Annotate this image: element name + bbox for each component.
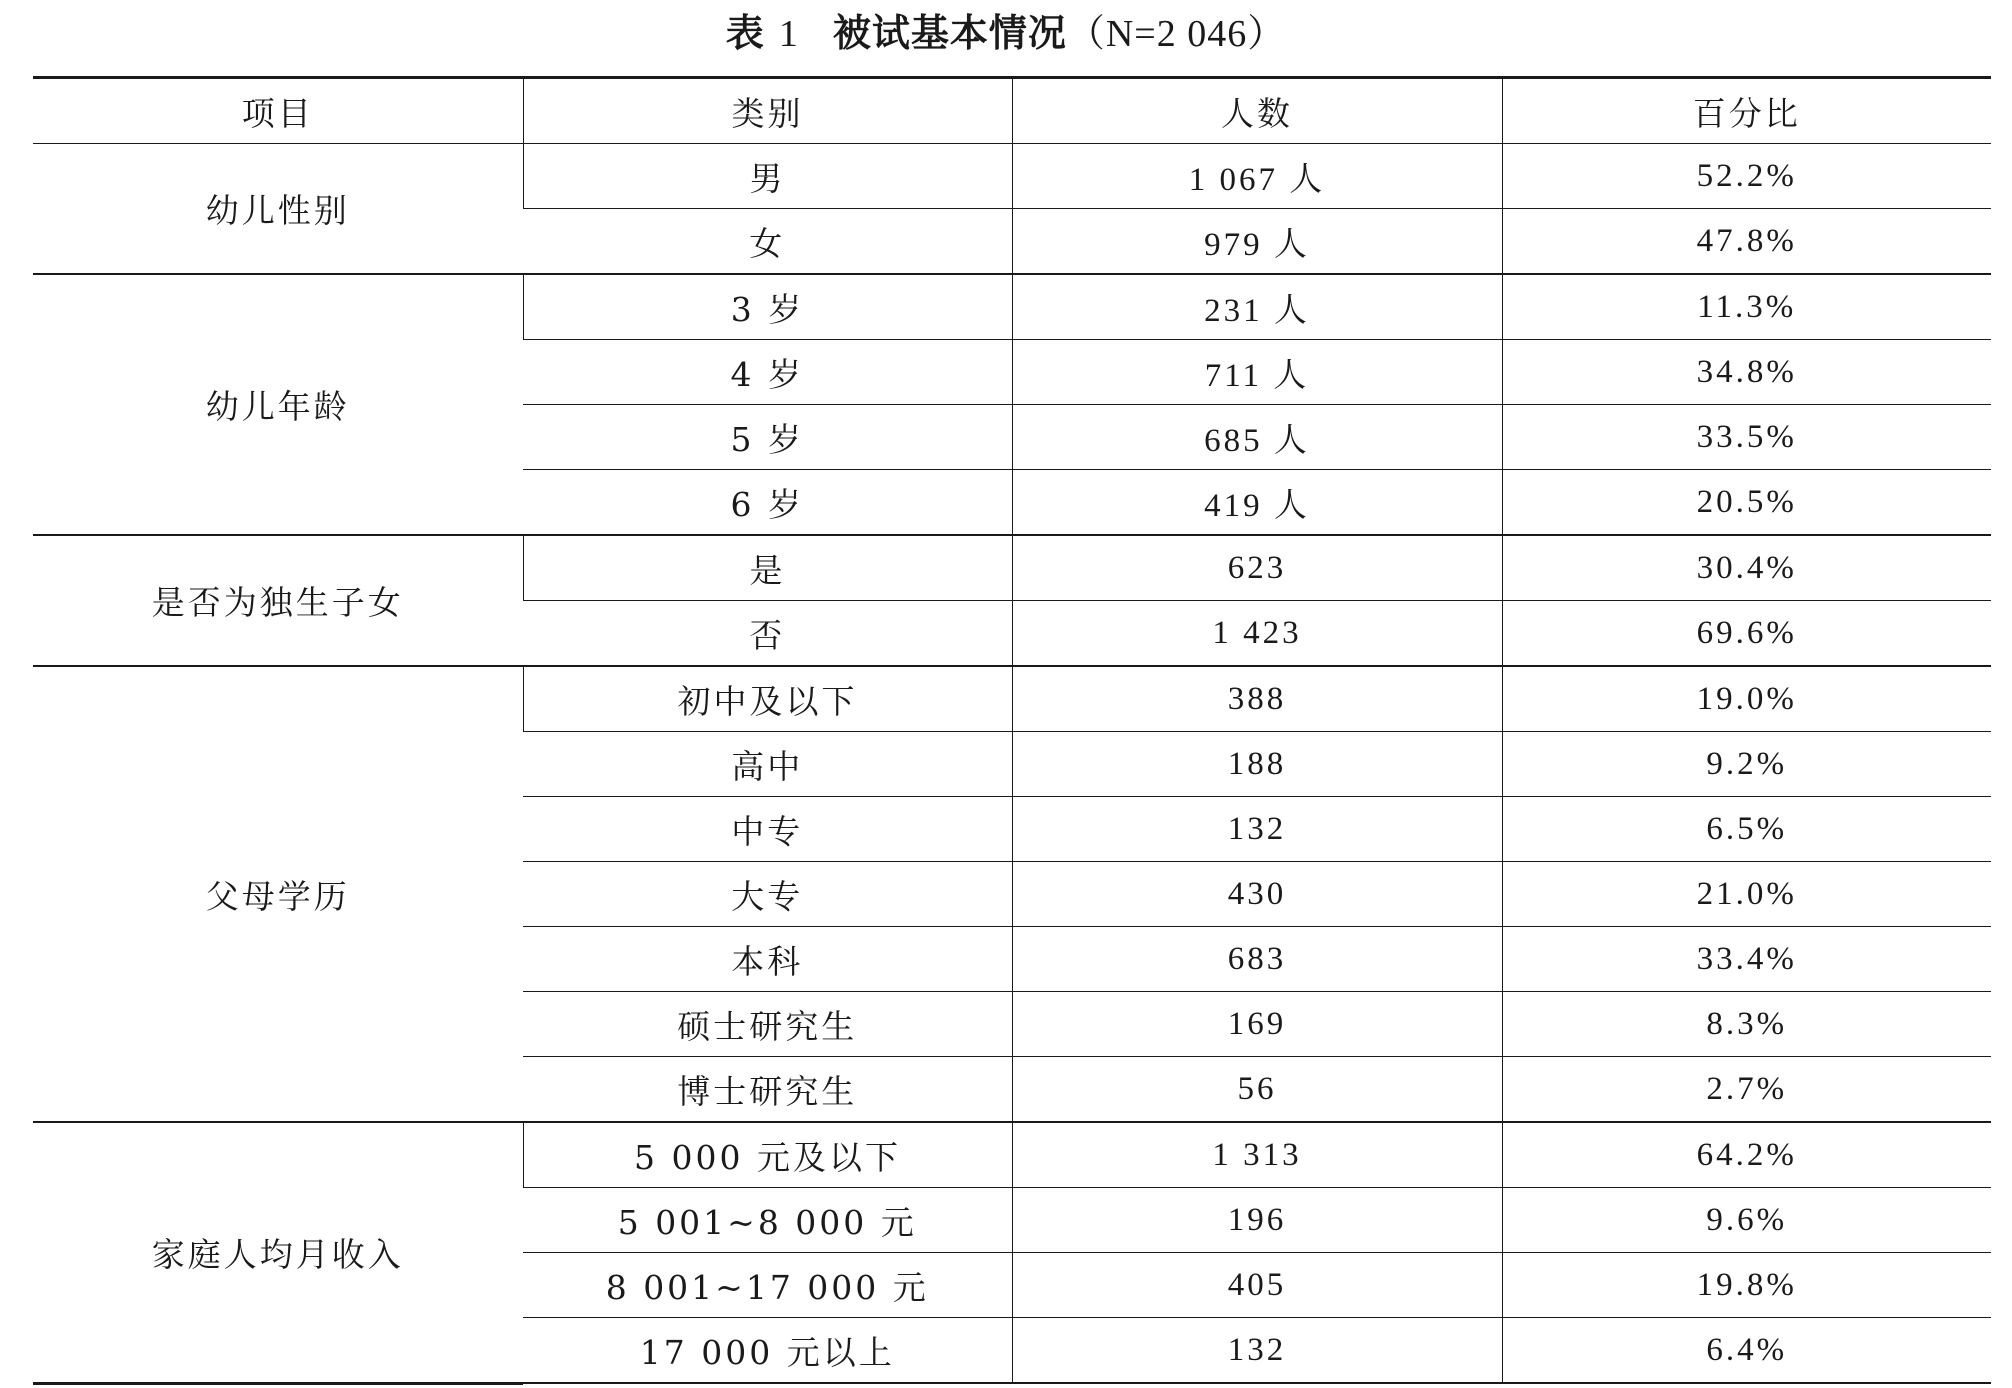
table-row — [33, 1122, 1991, 1188]
header-percent: 百分比 — [1502, 78, 1991, 144]
category-cell: 是 — [523, 535, 1012, 601]
caption-number: 1 — [778, 13, 799, 55]
percent-cell: 47.8% — [1502, 209, 1991, 275]
item-cell: 家庭人均月收入 — [33, 1122, 523, 1383]
count-cell: 419 人 — [1012, 470, 1502, 536]
count-cell: 979 人 — [1012, 209, 1502, 275]
category-cell: 5 岁 — [523, 405, 1012, 470]
count-cell: 405 — [1012, 1253, 1502, 1318]
percent-cell: 19.8% — [1502, 1253, 1991, 1318]
count-cell: 188 — [1012, 732, 1502, 797]
count-cell: 1 067 人 — [1012, 144, 1502, 209]
table-row — [33, 274, 1991, 340]
header-row — [33, 78, 1991, 144]
count-cell: 683 — [1012, 927, 1502, 992]
table-row — [33, 144, 1991, 209]
count-cell: 1 423 — [1012, 601, 1502, 667]
percent-cell: 33.5% — [1502, 405, 1991, 470]
header-count: 人数 — [1012, 78, 1502, 144]
percent-cell: 6.4% — [1502, 1318, 1991, 1384]
count-cell: 1 313 — [1012, 1122, 1502, 1188]
count-cell: 388 — [1012, 666, 1502, 732]
count-cell: 623 — [1012, 535, 1502, 601]
category-cell: 17 000 元以上 — [523, 1318, 1012, 1384]
category-cell: 初中及以下 — [523, 666, 1012, 732]
percent-cell: 9.6% — [1502, 1188, 1991, 1253]
category-cell: 6 岁 — [523, 470, 1012, 536]
table-row — [33, 666, 1991, 732]
category-cell: 女 — [523, 209, 1012, 275]
percent-cell: 2.7% — [1502, 1057, 1991, 1123]
category-cell: 男 — [523, 144, 1012, 209]
count-cell: 196 — [1012, 1188, 1502, 1253]
header-category: 类别 — [523, 78, 1012, 144]
category-cell: 大专 — [523, 862, 1012, 927]
percent-cell: 34.8% — [1502, 340, 1991, 405]
percent-cell: 21.0% — [1502, 862, 1991, 927]
count-cell: 430 — [1012, 862, 1502, 927]
count-cell: 132 — [1012, 1318, 1502, 1384]
percent-cell: 11.3% — [1502, 274, 1991, 340]
item-cell: 父母学历 — [33, 666, 523, 1122]
category-cell: 硕士研究生 — [523, 992, 1012, 1057]
item-cell: 是否为独生子女 — [33, 535, 523, 666]
percent-cell: 8.3% — [1502, 992, 1991, 1057]
category-cell: 高中 — [523, 732, 1012, 797]
item-cell: 幼儿年龄 — [33, 274, 523, 535]
category-cell: 8 001~17 000 元 — [523, 1253, 1012, 1318]
percent-cell: 30.4% — [1502, 535, 1991, 601]
caption-title: 被试基本情况 — [832, 11, 1067, 55]
category-cell: 博士研究生 — [523, 1057, 1012, 1123]
category-cell: 3 岁 — [523, 274, 1012, 340]
count-cell: 685 人 — [1012, 405, 1502, 470]
count-cell: 169 — [1012, 992, 1502, 1057]
percent-cell: 69.6% — [1502, 601, 1991, 667]
caption-label: 表 — [725, 11, 765, 55]
percent-cell: 6.5% — [1502, 797, 1991, 862]
category-cell: 5 000 元及以下 — [523, 1122, 1012, 1188]
category-cell: 4 岁 — [523, 340, 1012, 405]
caption-sample-size: （N=2 046） — [1066, 13, 1287, 55]
percent-cell: 33.4% — [1502, 927, 1991, 992]
item-cell: 幼儿性别 — [33, 144, 523, 275]
demographics-table — [33, 76, 1991, 1385]
category-cell: 否 — [523, 601, 1012, 667]
category-cell: 5 001~8 000 元 — [523, 1188, 1012, 1253]
table-body — [33, 144, 1991, 1384]
count-cell: 132 — [1012, 797, 1502, 862]
percent-cell: 19.0% — [1502, 666, 1991, 732]
category-cell: 本科 — [523, 927, 1012, 992]
count-cell: 231 人 — [1012, 274, 1502, 340]
percent-cell: 20.5% — [1502, 470, 1991, 536]
table-caption — [0, 4, 2012, 62]
percent-cell: 9.2% — [1502, 732, 1991, 797]
header-item: 项目 — [33, 78, 523, 144]
table-row — [33, 535, 1991, 601]
count-cell: 56 — [1012, 1057, 1502, 1123]
percent-cell: 64.2% — [1502, 1122, 1991, 1188]
percent-cell: 52.2% — [1502, 144, 1991, 209]
count-cell: 711 人 — [1012, 340, 1502, 405]
category-cell: 中专 — [523, 797, 1012, 862]
